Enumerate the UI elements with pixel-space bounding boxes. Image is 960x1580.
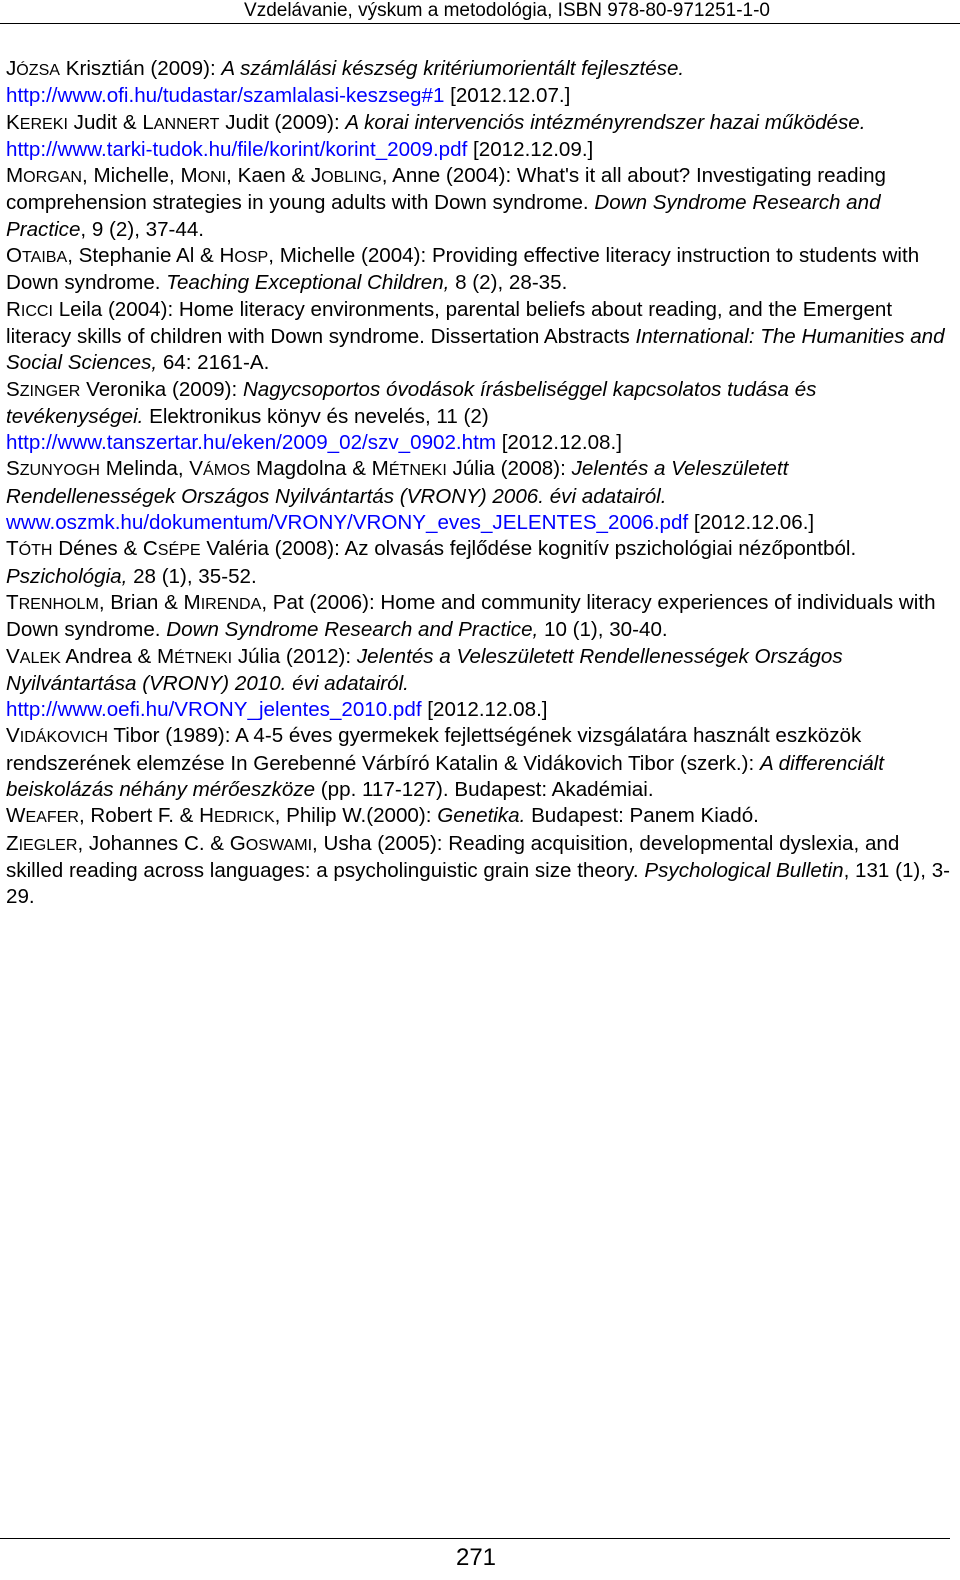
- reference-link[interactable]: http://www.oefi.hu/VRONY_jelentes_2010.pdf: [6, 698, 422, 722]
- page-number: 271: [455, 1544, 497, 1571]
- reference-entry-jozsa: JÓZSA Krisztián (2009): A számlálási készség kritériumorientált fejlesztése. http://www.ofi.hu/tudastar/szamlalasi-keszseg#1 [2012.12.07.]: [6, 57, 685, 108]
- reference-entry-trenholm: TRENHOLM, Brian & MIRENDA, Pat (2006): Home and community literacy experiences of individuals with Down syndrome. Down Syndrome Research and Practice, 10 (1), 30-40.: [6, 590, 936, 642]
- reference-entry-ricci: RICCI Leila (2004): Home literacy environments, parental beliefs about reading, and the Emergent literacy skills of children with Down syndrome. Dissertation Abstracts International: The Humanities and Social Sciences, 64: 2161-A.: [6, 297, 945, 375]
- reference-entry-kereki: KEREKI Judit & LANNERT Judit (2009): A korai intervenciós intézményrendszer hazai működése. http://www.tarki-tudok.hu/file/korint/korint_2009.pdf [2012.12.09.]: [6, 110, 866, 161]
- reference-entry-szunyogh: SZUNYOGH Melinda, VÁMOS Magdolna & MÉTNEKI Júlia (2008): Jelentés a Veleszületett Rendellenességek Országos Nyilvántartás (VRONY) 2006. évi adatairól. www.oszmk.hu/dokumentum/VRONY/VRONY_eves_JELENTES_2006.pdf [2012.12.06.]: [6, 457, 815, 535]
- reference-entry-szinger: SZINGER Veronika (2009): Nagycsoportos óvodások írásbeliséggel kapcsolatos tudása és tevékenységei. Elektronikus könyv és nevelés, 11 (2) http://www.tanszertar.hu/eken/2009_02/szv_0902.htm [2012.12.08.]: [6, 377, 817, 455]
- reference-entry-weafer: WEAFER, Robert F. & HEDRICK, Philip W.(2000): Genetika. Budapest: Panem Kiadó.: [6, 804, 759, 828]
- reference-entry-vidakovich: VIDÁKOVICH Tibor (1989): A 4-5 éves gyermekek fejlettségének vizsgálatára használt eszközök rendszerének elemzése In Gerebenné Várbíró Katalin & Vidákovich Tibor (szerk.): A differenciált beiskolázás néhány mérőeszköze (pp. 117-127). Budapest: Akadémiai.: [6, 724, 884, 802]
- footer-divider: [0, 1538, 950, 1539]
- reference-link[interactable]: www.oszmk.hu/dokumentum/VRONY/VRONY_eves_JELENTES_2006.pdf: [6, 511, 689, 535]
- reference-link[interactable]: http://www.tarki-tudok.hu/file/korint/korint_2009.pdf: [6, 137, 468, 161]
- reference-entry-valek: VALEK Andrea & MÉTNEKI Júlia (2012): Jelentés a Veleszületett Rendellenességek Országos Nyilvántartása (VRONY) 2010. évi adatairól. http://www.oefi.hu/VRONY_jelentes_2010.pdf [2012.12.08.]: [6, 644, 843, 722]
- reference-entry-toth: TÓTH Dénes & CSÉPE Valéria (2008): Az olvasás fejlődése kognitív pszichológiai nézőpontból. Pszichológia, 28 (1), 35-52.: [6, 537, 857, 588]
- reference-link[interactable]: http://www.tanszertar.hu/eken/2009_02/szv_0902.htm: [6, 431, 496, 455]
- reference-entry-otaiba: OTAIBA, Stephanie Al & HOSP, Michelle (2004): Providing effective literacy instruction to students with Down syndrome. Teaching Exceptional Children, 8 (2), 28-35.: [6, 244, 920, 295]
- reference-list: [6, 56, 951, 911]
- reference-entry-ziegler: ZIEGLER, Johannes C. & GOSWAMI, Usha (2005): Reading acquisition, developmental dyslexia, and skilled reading across languages: a psycholinguistic grain size theory. Psychological Bulletin, 131 (1), 3-29.: [6, 831, 951, 909]
- reference-entry-morgan: MORGAN, Michelle, MONI, Kaen & JOBLING, Anne (2004): What's it all about? Investigating reading comprehension strategies in young adults with Down syndrome. Down Syndrome Research and Practice, 9 (2), 37-44.: [6, 164, 887, 241]
- header-text: Vzdelávanie, výskum a metodológia, ISBN 978-80-971251-1-0: [244, 0, 770, 21]
- running-header: [0, 0, 960, 24]
- reference-link[interactable]: http://www.ofi.hu/tudastar/szamlalasi-keszseg#1: [6, 84, 445, 108]
